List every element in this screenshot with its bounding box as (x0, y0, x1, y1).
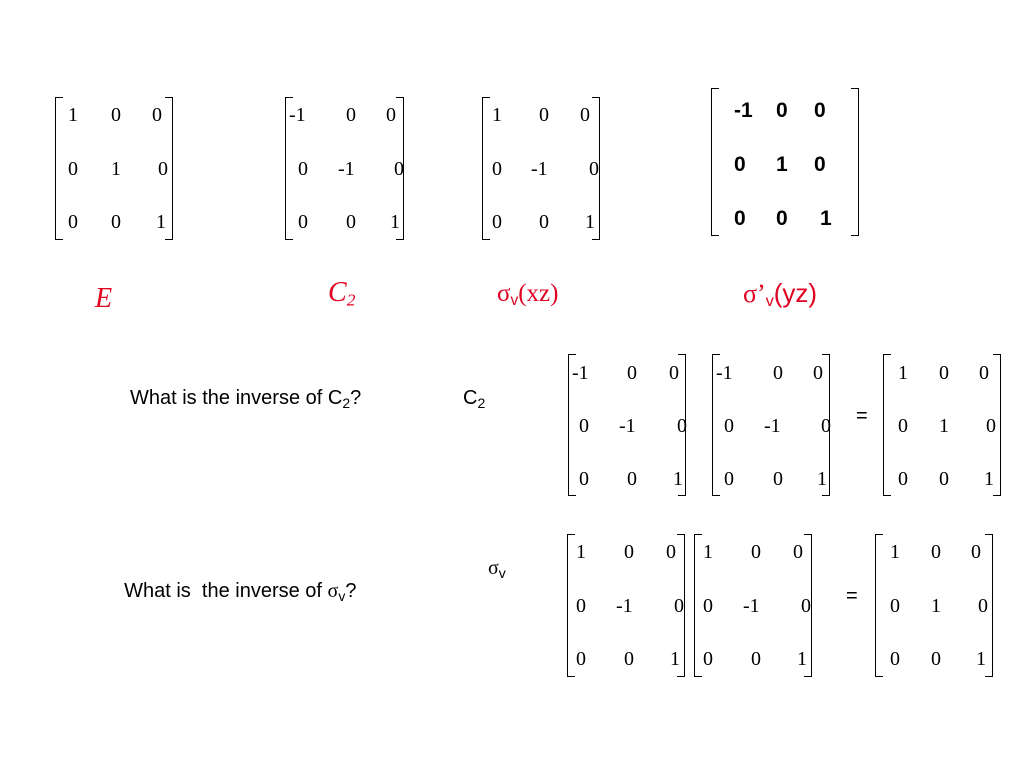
matrix-cell: 0 (579, 468, 589, 490)
matrix-cell: 0 (68, 158, 78, 180)
matrix-cell: -1 (716, 362, 733, 384)
matrix-cell: 0 (492, 158, 502, 180)
matrix-cell: 1 (156, 211, 166, 233)
matrix-cell: 1 (390, 211, 400, 233)
matrix-cell: 0 (724, 468, 734, 490)
matrix-cell: 0 (346, 104, 356, 126)
matrix-cell: 1 (68, 104, 78, 126)
label-c2 (328, 277, 355, 310)
matrix-cell: 0 (776, 99, 788, 122)
matrix-cell: 0 (669, 362, 679, 384)
matrix-cell: 1 (673, 468, 683, 490)
matrix-cell: 0 (751, 541, 761, 563)
matrix-cell: 0 (703, 648, 713, 670)
matrix-cell: 1 (817, 468, 827, 490)
matrix-cell: -1 (743, 595, 760, 617)
question2-text: What is the inverse of (124, 580, 328, 602)
label-sigma-pv-paren: (yz) (773, 278, 818, 308)
question2-mark: ? (345, 580, 357, 602)
matrix-cell: -1 (764, 415, 781, 437)
matrix-cell: 0 (724, 415, 734, 437)
matrix-cell: 1 (776, 153, 788, 176)
question1-matrix-a (568, 354, 686, 496)
matrix-cell: -1 (531, 158, 548, 180)
matrix-cell: 0 (773, 362, 783, 384)
label-sigma-pv-sym: σ’ (743, 279, 766, 308)
question2-operator (488, 557, 506, 581)
matrix-cell: 0 (814, 153, 826, 176)
matrix-cell: 0 (539, 211, 549, 233)
matrix-cell: 0 (152, 104, 162, 126)
matrix-cell: 0 (579, 415, 589, 437)
matrix-sigma-v-xz (482, 97, 600, 240)
question2-sym: σ (327, 580, 339, 602)
matrix-cell: 0 (576, 595, 586, 617)
matrix-cell: 0 (813, 362, 823, 384)
question-inverse-sigma-v (113, 557, 356, 604)
question1-matrix-b (712, 354, 830, 496)
question1-sub: 2 (342, 395, 351, 412)
matrix-cell: 0 (627, 362, 637, 384)
matrix-cell: 0 (158, 158, 168, 180)
matrix-cell: 1 (111, 158, 121, 180)
matrix-cell: 0 (734, 153, 746, 176)
matrix-cell: 0 (821, 415, 831, 437)
question2-matrix-b (694, 534, 812, 677)
matrix-e (55, 97, 173, 240)
question2-op-sym: σ (488, 557, 499, 579)
matrix-cell: 1 (898, 362, 908, 384)
matrix-cell: 1 (890, 541, 900, 563)
question1-equals: = (856, 405, 868, 427)
matrix-cell: 0 (979, 362, 989, 384)
question1-matrix-result (883, 354, 1001, 496)
matrix-cell: 0 (111, 211, 121, 233)
matrix-cell: -1 (734, 99, 753, 122)
matrix-cell: 1 (585, 211, 595, 233)
question1-op-sub: 2 (477, 395, 486, 412)
matrix-cell: 0 (776, 207, 788, 230)
matrix-cell: 0 (580, 104, 590, 126)
matrix-cell: -1 (619, 415, 636, 437)
matrix-cell: 1 (797, 648, 807, 670)
matrix-cell: 0 (68, 211, 78, 233)
matrix-cell: 0 (814, 99, 826, 122)
matrix-cell: 0 (298, 158, 308, 180)
matrix-cell: 0 (931, 541, 941, 563)
question1-mark: ? (350, 387, 362, 409)
matrix-cell: 0 (298, 211, 308, 233)
matrix-cell: 0 (111, 104, 121, 126)
matrix-cell: 0 (898, 468, 908, 490)
matrix-cell: 0 (394, 158, 404, 180)
matrix-c2 (285, 97, 404, 240)
matrix-cell: 0 (677, 415, 687, 437)
label-sigma-prime-v-yz (743, 278, 817, 311)
matrix-cell: 0 (978, 595, 988, 617)
matrix-cell: 0 (793, 541, 803, 563)
matrix-cell: 1 (976, 648, 986, 670)
matrix-cell: 0 (801, 595, 811, 617)
question1-operator (463, 387, 485, 411)
matrix-cell: 0 (624, 541, 634, 563)
label-sigma-v-sym: σ (497, 280, 511, 307)
label-c2-sub: 2 (346, 290, 356, 310)
label-e (95, 283, 112, 315)
matrix-cell: 0 (703, 595, 713, 617)
question2-equals: = (846, 585, 858, 607)
matrix-cell: 0 (624, 648, 634, 670)
matrix-cell: 0 (751, 648, 761, 670)
label-sigma-pv-sub: v (765, 292, 774, 311)
matrix-cell: 1 (931, 595, 941, 617)
matrix-cell: 0 (890, 595, 900, 617)
matrix-cell: -1 (338, 158, 355, 180)
question1-text: What is the inverse of C (130, 387, 343, 409)
label-sigma-v-xz (497, 280, 558, 310)
label-sigma-v-paren: (xz) (518, 280, 559, 307)
matrix-cell: 0 (539, 104, 549, 126)
matrix-cell: 1 (492, 104, 502, 126)
matrix-sigma-prime-v-yz (711, 88, 859, 236)
matrix-cell: 1 (939, 415, 949, 437)
question-inverse-c2 (130, 387, 361, 411)
question2-matrix-result (875, 534, 993, 677)
matrix-cell: 0 (931, 648, 941, 670)
matrix-cell: 0 (971, 541, 981, 563)
matrix-cell: 1 (576, 541, 586, 563)
matrix-cell: 0 (576, 648, 586, 670)
question2-sub: v (338, 588, 346, 605)
question2-op-sub: v (498, 565, 506, 582)
question2-matrix-a (567, 534, 685, 677)
question1-op-main: C (463, 387, 478, 409)
matrix-cell: 0 (939, 468, 949, 490)
matrix-cell: 0 (346, 211, 356, 233)
matrix-cell: 1 (820, 207, 832, 230)
matrix-cell: 0 (986, 415, 996, 437)
label-c2-main: C (328, 277, 347, 308)
matrix-cell: -1 (616, 595, 633, 617)
matrix-cell: 1 (984, 468, 994, 490)
matrix-cell: 0 (386, 104, 396, 126)
matrix-cell: 0 (674, 595, 684, 617)
label-e-text: E (95, 283, 113, 314)
matrix-cell: 0 (734, 207, 746, 230)
matrix-cell: 0 (627, 468, 637, 490)
matrix-cell: 0 (773, 468, 783, 490)
label-sigma-v-sub: v (510, 291, 519, 309)
matrix-cell: 0 (666, 541, 676, 563)
matrix-cell: 0 (890, 648, 900, 670)
matrix-cell: 1 (703, 541, 713, 563)
matrix-cell: 0 (492, 211, 502, 233)
matrix-cell: 1 (670, 648, 680, 670)
matrix-cell: 0 (589, 158, 599, 180)
matrix-cell: 0 (898, 415, 908, 437)
matrix-cell: -1 (572, 362, 589, 384)
matrix-cell: -1 (289, 104, 306, 126)
matrix-cell: 0 (939, 362, 949, 384)
